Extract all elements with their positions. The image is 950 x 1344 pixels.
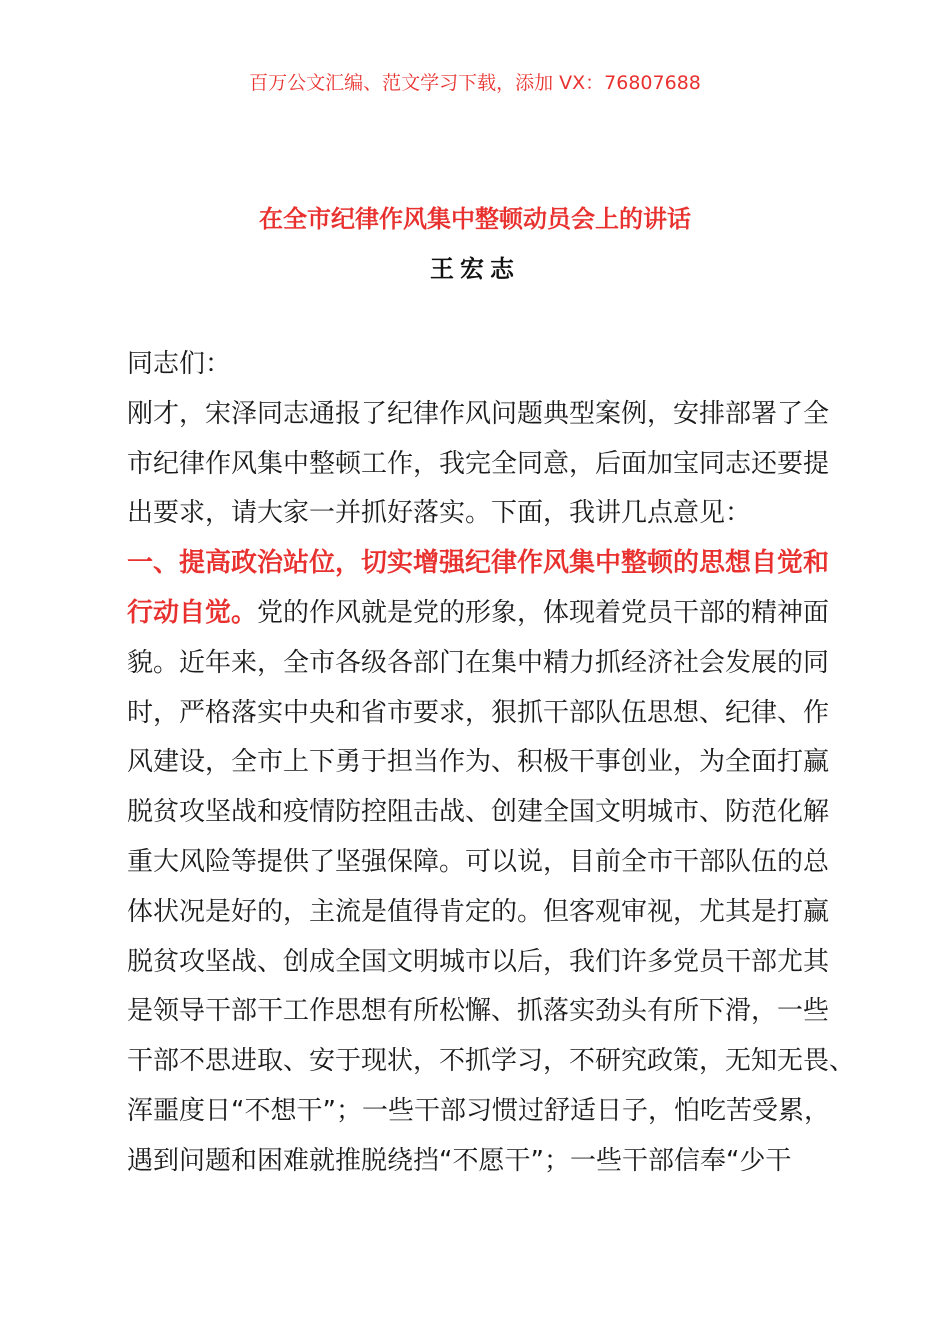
paragraph-line: 干部不思进取、安于现状，不抓学习，不研究政策，无知无畏、: [127, 1046, 856, 1077]
paragraph-line: 貌。近年来，全市各级各部门在集中精力抓经济社会发展的同: [127, 647, 830, 678]
paragraph-line: [127, 593, 857, 643]
paragraph-line: 刚才，宋泽同志通报了纪律作风问题典型案例，安排部署了全: [127, 398, 830, 429]
paragraph-line: 浑噩度日“不想干”；一些干部习惯过舒适日子，怕吃苦受累，: [127, 1095, 830, 1126]
paragraph-line: 遇到问题和困难就推脱绕挡“不愿干”；一些干部信奉“少干: [127, 1145, 792, 1176]
paragraph-line: 时，严格落实中央和省市要求，狠抓干部队伍思想、纪律、作: [127, 697, 830, 728]
paragraph-text: 党的作风就是党的形象，体现着党员干部的精神面: [257, 597, 830, 628]
paragraph-line: 出要求，请大家一并抓好落实。下面，我讲几点意见：: [127, 498, 752, 529]
paragraph-line: 市纪律作风集中整顿工作，我完全同意，后面加宝同志还要提: [127, 448, 830, 479]
author-name: 王宏志: [430, 255, 520, 283]
watermark-header: 百万公文汇编、范文学习下载，添加 VX：76807688: [249, 72, 701, 94]
section-heading-end: 行动自觉。: [127, 597, 258, 628]
paragraph-line: 是领导干部干工作思想有所松懈、抓落实劲头有所下滑，一些: [127, 996, 830, 1027]
document-title: 在全市纪律作风集中整顿动员会上的讲话: [259, 205, 691, 233]
paragraph-line: 重大风险等提供了坚强保障。可以说，目前全市干部队伍的总: [127, 846, 830, 877]
paragraph-line: 体状况是好的，主流是值得肯定的。但客观审视，尤其是打赢: [127, 896, 830, 927]
salutation: 同志们：: [127, 349, 232, 379]
section-heading: 一、提高政治站位，切实增强纪律作风集中整顿的思想自觉和: [127, 548, 830, 579]
document-body: [127, 344, 857, 1191]
paragraph-line: 脱贫攻坚战和疫情防控阻击战、创建全国文明城市、防范化解: [127, 797, 830, 828]
paragraph-line: 风建设，全市上下勇于担当作为、积极干事创业，为全面打赢: [127, 747, 830, 778]
paragraph-line: 脱贫攻坚战、创成全国文明城市以后，我们许多党员干部尤其: [127, 946, 830, 977]
